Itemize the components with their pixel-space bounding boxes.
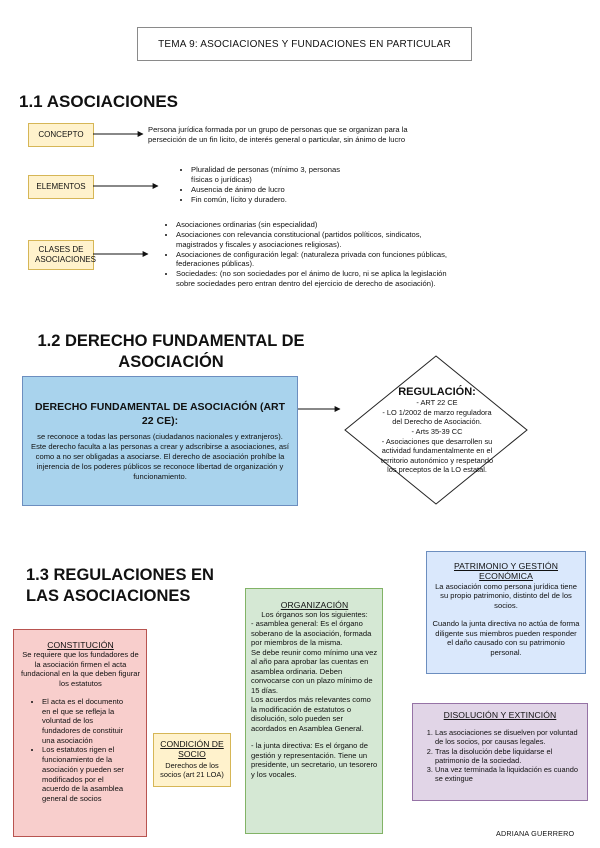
organizacion-p2: Se debe reunir como mínimo una vez al año para aprobar las cuentas en asamblea ordinaria. Deben convocarse con un plazo mínimo de 15 días. bbox=[251, 647, 378, 695]
regulacion-title: REGULACIÓN: bbox=[398, 386, 476, 398]
condicion-text: Derechos de los socios (art 21 LOA) bbox=[160, 760, 224, 779]
disolucion-box bbox=[412, 703, 588, 801]
regulacion-line: - Arts 35-39 CC bbox=[411, 426, 463, 436]
organizacion-box bbox=[245, 588, 383, 834]
disolucion-item: 3. Una vez terminada la liquidación es cuando se extingue bbox=[435, 765, 579, 784]
constitucion-box bbox=[13, 629, 147, 837]
elementos-item: • Fin común, lícito y duradero. bbox=[191, 195, 343, 205]
heading-derecho-line1: 1.2 DERECHO FUNDAMENTAL DE bbox=[37, 332, 305, 350]
elementos-item: • Pluralidad de personas (mínimo 3, personas físicas o jurídicas) bbox=[191, 165, 343, 185]
patrimonio-title: PATRIMONIO Y GESTIÓN ECONÓMICA bbox=[453, 561, 559, 582]
clases-item: • Asociaciones de configuración legal: (naturaleza privada con funciones públicas, federaciones públicas). bbox=[176, 250, 463, 270]
patrimonio-box bbox=[426, 551, 586, 674]
concepto-text: Persona jurídica formada por un grupo de personas que se organizan para la persecición de un fin licito, de interés general o particular, sin ánimo de lucro bbox=[148, 125, 408, 144]
disolucion-title: DISOLUCIÓN Y EXTINCIÓN bbox=[443, 710, 557, 720]
organizacion-title: ORGANIZACIÓN bbox=[280, 600, 349, 610]
disolucion-item: 2. Tras la disolución debe liquidarse el patrimonio de la sociedad. bbox=[435, 747, 579, 766]
disolucion-item: 1. Las asociaciones se disuelven por voluntad de los socios, por causas legales. bbox=[435, 728, 579, 747]
clases-label: CLASES DE ASOCIACIONES bbox=[35, 245, 96, 264]
patrimonio-p2: Cuando la junta directiva no actúa de forma diligente sus miembros pueden responder el daño causado con su patrimonio personal. bbox=[432, 618, 580, 657]
derecho-box-title: DERECHO FUNDAMENTAL DE ASOCIACIÓN (ART 22 CE): bbox=[34, 401, 286, 427]
clases-item: • Asociaciones ordinarias (sin especialidad) bbox=[176, 220, 463, 230]
elementos-label: ELEMENTOS bbox=[36, 182, 86, 191]
constitucion-intro: Se requiere que los fundadores de la asociación firmen el acta fundacional en la que deben figurar los estatutos bbox=[20, 650, 141, 689]
regulacion-line: - Asociaciones que desarrollen su actividad fundamentalmente en el territorio autonómico y respetando los preceptos de la LO estatal. bbox=[380, 436, 494, 475]
page-title: TEMA 9: ASOCIACIONES Y FUNDACIONES EN PARTICULAR bbox=[158, 38, 451, 50]
organizacion-p4: - la junta directiva: Es el órgano de gestión y representación. Tiene un presidente, un secretario, un tesorero y los vocales. bbox=[251, 741, 378, 779]
heading-regulaciones-line1: 1.3 REGULACIONES EN bbox=[26, 566, 214, 584]
constitucion-title: CONSTITUCIÓN bbox=[47, 640, 114, 650]
heading-regulaciones-line2: LAS ASOCIACIONES bbox=[26, 587, 191, 606]
regulacion-line: - ART 22 CE bbox=[416, 398, 458, 407]
clases-item: • Sociedades: (no son sociedades por el ánimo de lucro, ni se aplica la legislación sobre sociedades pero entran dentro del ejercicio de derecho de asociación). bbox=[176, 269, 463, 289]
regulacion-line: - LO 1/2002 de marzo reguladora del Derecho de Asociación. bbox=[382, 407, 492, 427]
clases-item: • Asociaciones con relevancia constitucional (partidos políticos, sindicatos, magistrados y fiscales y asociaciones religiosas). bbox=[176, 230, 463, 250]
patrimonio-p1: La asociación como persona jurídica tiene su propio patrimonio, distinto del de los socios. bbox=[435, 581, 577, 611]
organizacion-p3: Los acuerdos más relevantes como la modificación de estatutos o disolución, solo pueden ser acordados en Asamblea General. bbox=[251, 695, 371, 733]
concepto-label: CONCEPTO bbox=[38, 130, 84, 139]
constitucion-item: • El acta es el documento en el que se refleja la voluntad de los fundadores de constituir una asociación bbox=[42, 697, 133, 746]
heading-asociaciones: 1.1 ASOCIACIONES bbox=[19, 92, 179, 111]
organizacion-p1: - asamblea general: Es el órgano soberano de la asociación, formada por miembros de la misma. bbox=[251, 619, 372, 648]
organizacion-intro: Los órganos son los siguientes: bbox=[261, 610, 368, 619]
heading-derecho-line2: ASOCIACIÓN bbox=[118, 353, 224, 372]
disolucion-list bbox=[421, 728, 579, 784]
condicion-socio-box bbox=[153, 733, 231, 787]
constitucion-item: • Los estatutos rigen el funcionamiento de la asociación y pueden ser modificados por el acuerdo de la asamblea general de socios bbox=[42, 745, 133, 803]
elementos-item: • Ausencia de ánimo de lucro bbox=[191, 185, 343, 195]
derecho-box-text: se reconoce a todas las personas (ciudadanos nacionales y extranjeros). Este derecho faculta a las personas a crear y adscribirse a asociaciones, así como a no ser obligadas a asociarse. El derecho de asociación prohíbe la injerencia de los poderes públicos se reconoce libertad de organización y funcionamiento. bbox=[31, 432, 289, 481]
heading-regulaciones bbox=[26, 565, 214, 608]
constitucion-list bbox=[20, 697, 141, 804]
author-name: ADRIANA GUERRERO bbox=[496, 829, 575, 838]
condicion-title: CONDICIÓN DE SOCIO bbox=[160, 739, 224, 760]
